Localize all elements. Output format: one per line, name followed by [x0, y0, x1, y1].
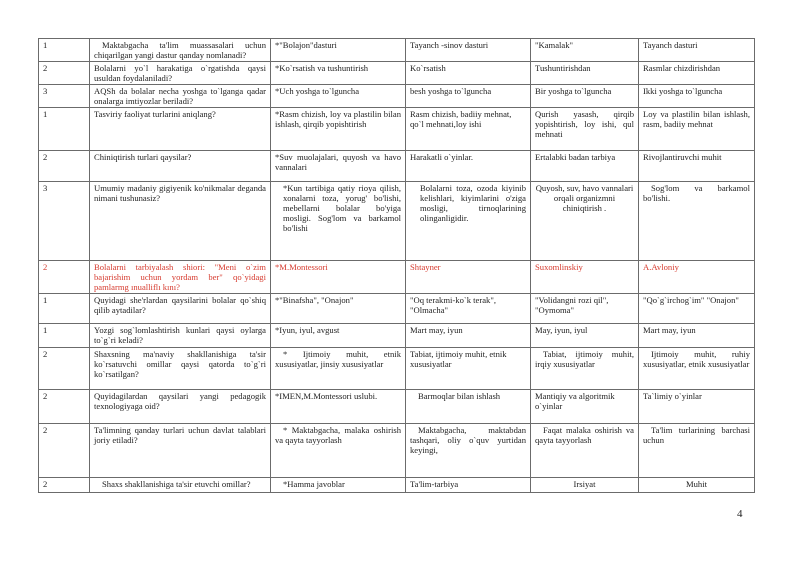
answer-option-b: Ko`rsatish	[406, 62, 531, 85]
answer-option-b: Shtayner	[406, 261, 531, 294]
answer-option-c: "Kamalak"	[531, 39, 639, 62]
question-text: Shaxs shakllanishiga ta'sir etuvchi omillar?	[90, 478, 271, 493]
answer-option-a: * Maktabgacha, malaka oshirish va qayta tayyorlash	[271, 424, 406, 478]
answer-option-d: A.Avloniy	[639, 261, 755, 294]
page-number: 4	[737, 508, 743, 520]
row-number: 2	[39, 348, 90, 390]
answer-option-d: Sog'lom va barkamol bo'lishi.	[639, 182, 755, 261]
answer-option-a: *"Binafsha", "Onajon"	[271, 294, 406, 324]
answer-option-c: Bir yoshga to`lguncha	[531, 85, 639, 108]
question-text: Quyidagilardan qaysilari yangi pedagogik texnologiyaga oid?	[90, 390, 271, 424]
row-number: 2	[39, 261, 90, 294]
answer-option-d: "Qo`g`irchog`im" "Onajon"	[639, 294, 755, 324]
question-text: Ta'limning qanday turlari uchun davlat talablari joriy etiladi?	[90, 424, 271, 478]
table-row	[39, 478, 755, 493]
answer-option-a: *Hamma javoblar	[271, 478, 406, 493]
answer-option-b: Barmoqlar bilan ishlash	[406, 390, 531, 424]
answer-option-d: Ta`limiy o`yinlar	[639, 390, 755, 424]
table-row	[39, 39, 755, 62]
answer-option-b: Mart may, iyun	[406, 324, 531, 348]
answer-option-d: Mart may, iyun	[639, 324, 755, 348]
question-text: Umumiy madaniy gigiyenik ko'nikmalar deganda nimani tushunasiz?	[90, 182, 271, 261]
table-row	[39, 261, 755, 294]
answer-option-b: Tayanch -sinov dasturi	[406, 39, 531, 62]
answer-option-a: *"Bolajon"dasturi	[271, 39, 406, 62]
answer-option-c: Faqat malaka oshirish va qayta tayyorlash	[531, 424, 639, 478]
row-number: 2	[39, 62, 90, 85]
question-text: Bolalarni tarbiyalash shiori: "Meni o`zim bajarishim uchun yordam ber" qo`yidagi pamlarmg ınualliflı kını?	[90, 261, 271, 294]
row-number: 1	[39, 39, 90, 62]
table-row	[39, 108, 755, 151]
question-text: Chiniqtirish turlari qaysilar?	[90, 151, 271, 182]
answer-option-b: Tabiat, ijtimoiy muhit, etnik xususiyatlar	[406, 348, 531, 390]
answer-option-b: Ta'lim-tarbiya	[406, 478, 531, 493]
answer-option-b: Bolalarni toza, ozoda kiyinib kelishlari, kiyimlarini o'ziga mosligi, tirnoqlarining olinganligidir.	[406, 182, 531, 261]
row-number: 1	[39, 324, 90, 348]
answer-option-c: Ertalabki badan tarbiya	[531, 151, 639, 182]
answer-option-b: besh yoshga to`lguncha	[406, 85, 531, 108]
row-number: 3	[39, 85, 90, 108]
table-row	[39, 62, 755, 85]
answer-option-d: Loy va plastilin bilan ishlash, rasm, badiiy mehnat	[639, 108, 755, 151]
answer-option-d: Muhit	[639, 478, 755, 493]
answer-option-b: Maktabgacha, maktabdan tashqari, oliy o`quv yurtidan keyingi,	[406, 424, 531, 478]
answer-option-d: Ijtimoiy muhit, ruhiy xususiyatlar, etnik xususiyatlar	[639, 348, 755, 390]
table-row	[39, 182, 755, 261]
answer-option-a: *M.Montessori	[271, 261, 406, 294]
answer-option-a: *Ko`rsatish va tushuntirish	[271, 62, 406, 85]
answer-option-a: *Suv muolajalari, quyosh va havo vannalari	[271, 151, 406, 182]
row-number: 1	[39, 294, 90, 324]
answer-option-d: Ikki yoshga to`lguncha	[639, 85, 755, 108]
answer-option-c: Qurish yasash, qirqib yopishtirish, loy ishi, qul mehnati	[531, 108, 639, 151]
question-text: Yozgi sog`lomlashtirish kunlari qaysi oylarga to`g`ri keladi?	[90, 324, 271, 348]
question-text: AQSh da bolalar necha yoshga to`lganga qadar onalarga imtiyozlar beriladi?	[90, 85, 271, 108]
answer-option-c: Mantiqiy va algoritmik o`yinlar	[531, 390, 639, 424]
row-number: 2	[39, 478, 90, 493]
answer-option-d: Rasmlar chizdirishdan	[639, 62, 755, 85]
row-number: 2	[39, 424, 90, 478]
answer-option-c: Quyosh, suv, havo vannalari orqali organizmni chiniqtirish .	[531, 182, 639, 261]
answer-option-d: Tayanch dasturi	[639, 39, 755, 62]
row-number: 3	[39, 182, 90, 261]
row-number: 2	[39, 151, 90, 182]
question-text: Quyidagi she'rlardan qaysilarini bolalar qo`shiq qilib aytadilar?	[90, 294, 271, 324]
question-text: Bolalarni yo`l harakatiga o`rgatishda qaysi usuldan foydalaniladi?	[90, 62, 271, 85]
answer-option-d: Ta'lim turlarining barchasi uchun	[639, 424, 755, 478]
answer-option-d: Rivojlantiruvchi muhit	[639, 151, 755, 182]
answer-option-b: Rasm chizish, badiiy mehnat, qo`l mehnati,loy ishi	[406, 108, 531, 151]
table-row	[39, 85, 755, 108]
table-row	[39, 390, 755, 424]
row-number: 2	[39, 390, 90, 424]
table-row	[39, 324, 755, 348]
answer-option-c: Irsiyat	[531, 478, 639, 493]
answer-option-c: Suxomlinskiy	[531, 261, 639, 294]
answer-option-a: *Kun tartibiga qatiy rioya qilish, xonalarni toza, yorug' bo'lishi, mebellarni bolalar bo'yiga mosligi. Sog'lom va barkamol bo'lishi	[271, 182, 406, 261]
row-number: 1	[39, 108, 90, 151]
answer-option-c: Tushuntirishdan	[531, 62, 639, 85]
answer-option-c: May, iyun, iyul	[531, 324, 639, 348]
question-table	[38, 38, 755, 493]
question-text: Shaxsning ma'naviy shakllanishiga ta'sir ko`rsatuvchi omillar qaysi qatorda to`g`ri ko`rsatilgan?	[90, 348, 271, 390]
table-row	[39, 348, 755, 390]
table-row	[39, 294, 755, 324]
answer-option-a: *Uch yoshga to`lguncha	[271, 85, 406, 108]
table-row	[39, 151, 755, 182]
question-text: Tasviriy faoliyat turlarini aniqlang?	[90, 108, 271, 151]
answer-option-b: "Oq terakmi-ko`k terak", "Olmacha"	[406, 294, 531, 324]
answer-option-c: "Volidangni rozi qil", "Oymoma"	[531, 294, 639, 324]
answer-option-c: Tabiat, ijtimoiy muhit, irqiy xususiyatlar	[531, 348, 639, 390]
answer-option-a: *Iyun, iyul, avgust	[271, 324, 406, 348]
answer-option-a: *Rasm chizish, loy va plastilin bilan ishlash, qirqib yopishtirish	[271, 108, 406, 151]
question-text: Maktabgacha ta'lim muassasalari uchun chiqarilgan yangi dastur qanday nomlanadi?	[90, 39, 271, 62]
answer-option-a: * Ijtimoiy muhit, etnik xususiyatlar, jinsiy xususiyatlar	[271, 348, 406, 390]
answer-option-b: Harakatli o`yinlar.	[406, 151, 531, 182]
answer-option-a: *IMEN,M.Montessori uslubi.	[271, 390, 406, 424]
table-row	[39, 424, 755, 478]
